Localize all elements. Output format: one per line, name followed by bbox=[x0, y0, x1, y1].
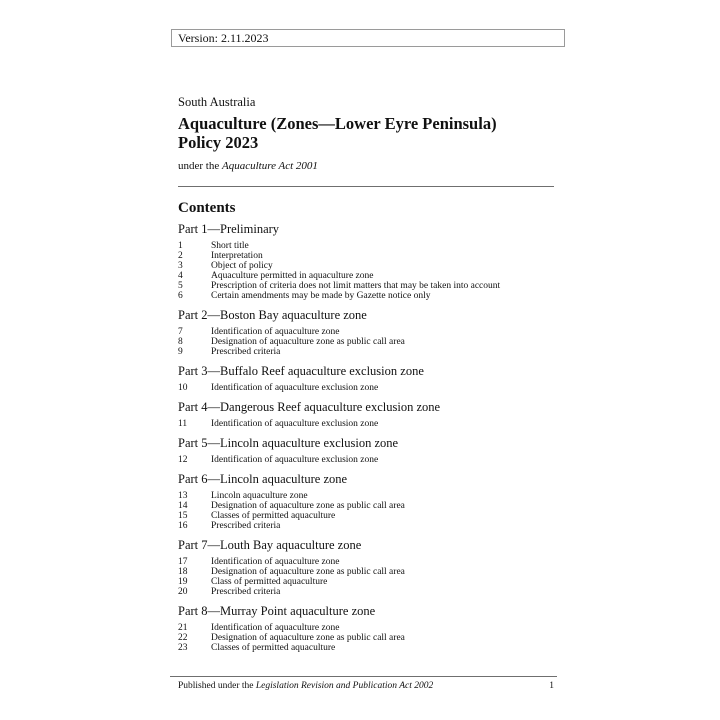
toc-part bbox=[178, 307, 558, 357]
title-line-2: Policy 2023 bbox=[178, 133, 259, 152]
toc-part bbox=[178, 363, 558, 393]
toc-entry-label: Identification of aquaculture exclusion zone bbox=[211, 383, 379, 393]
toc-entry[interactable] bbox=[178, 501, 558, 511]
toc-entry-number: 11 bbox=[178, 419, 188, 429]
toc-entry-number: 3 bbox=[178, 261, 183, 271]
toc-entry-label: Designation of aquaculture zone as public call area bbox=[211, 337, 405, 347]
toc-part bbox=[178, 399, 558, 429]
toc-entry[interactable] bbox=[178, 577, 558, 587]
toc-entry[interactable] bbox=[178, 643, 558, 653]
toc-part-heading[interactable]: Part 2—Boston Bay aquaculture zone bbox=[178, 308, 367, 322]
toc-part-heading[interactable]: Part 1—Preliminary bbox=[178, 222, 280, 236]
toc-entry-label: Identification of aquaculture zone bbox=[211, 557, 340, 567]
toc-entry[interactable] bbox=[178, 491, 558, 501]
toc-entry[interactable] bbox=[178, 261, 558, 271]
title-line-1: Aquaculture (Zones—Lower Eyre Peninsula) bbox=[178, 114, 497, 133]
toc-entry-label: Prescribed criteria bbox=[211, 347, 281, 357]
toc-entry-label: Classes of permitted aquaculture bbox=[211, 643, 336, 653]
toc-entry-label: Identification of aquaculture zone bbox=[211, 327, 340, 337]
toc-entry[interactable] bbox=[178, 557, 558, 567]
toc-section-list bbox=[178, 383, 558, 393]
toc-entry[interactable] bbox=[178, 241, 558, 251]
toc-entry[interactable] bbox=[178, 567, 558, 577]
toc-entry-number: 18 bbox=[178, 567, 188, 577]
toc-entry-label: Identification of aquaculture zone bbox=[211, 623, 340, 633]
toc-part-heading[interactable]: Part 4—Dangerous Reef aquaculture exclusion zone bbox=[178, 400, 441, 414]
toc-part bbox=[178, 537, 558, 597]
toc-entry-number: 9 bbox=[178, 347, 183, 357]
toc-entry-number: 19 bbox=[178, 577, 188, 587]
toc-part bbox=[178, 471, 558, 531]
toc-part bbox=[178, 603, 558, 653]
footer-prefix: Published under the bbox=[178, 681, 256, 691]
toc-entry-label: Lincoln aquaculture zone bbox=[211, 491, 308, 501]
toc-entry-number: 7 bbox=[178, 327, 183, 337]
toc-entry[interactable] bbox=[178, 587, 558, 597]
toc-entry[interactable] bbox=[178, 521, 558, 531]
toc-entry-label: Designation of aquaculture zone as public call area bbox=[211, 633, 405, 643]
toc-entry-number: 23 bbox=[178, 643, 188, 653]
enabling-act-name: Aquaculture Act 2001 bbox=[221, 160, 318, 172]
toc-entry-label: Designation of aquaculture zone as public call area bbox=[211, 567, 405, 577]
toc-entry-label: Interpretation bbox=[211, 251, 263, 261]
toc-part-heading[interactable]: Part 8—Murray Point aquaculture zone bbox=[178, 604, 376, 618]
toc-entry[interactable] bbox=[178, 271, 558, 281]
toc-section-list bbox=[178, 491, 558, 531]
toc-entry-number: 15 bbox=[178, 511, 188, 521]
footer-act-name: Legislation Revision and Publication Act 2002 bbox=[255, 681, 434, 691]
toc-entry[interactable] bbox=[178, 281, 558, 291]
toc-part-heading[interactable]: Part 7—Louth Bay aquaculture zone bbox=[178, 538, 362, 552]
toc-entry-label: Designation of aquaculture zone as public call area bbox=[211, 501, 405, 511]
toc-entry-number: 1 bbox=[178, 241, 183, 251]
toc-section-list bbox=[178, 557, 558, 597]
toc-part bbox=[178, 221, 558, 301]
toc-entry-label: Object of policy bbox=[211, 261, 273, 271]
version-box: Version: 2.11.2023 bbox=[171, 29, 565, 47]
toc-section-list bbox=[178, 241, 558, 301]
toc-entry-number: 20 bbox=[178, 587, 188, 597]
toc-entry-label: Prescribed criteria bbox=[211, 521, 281, 531]
jurisdiction: South Australia bbox=[178, 95, 256, 109]
footer bbox=[178, 681, 554, 691]
contents-heading: Contents bbox=[178, 200, 236, 216]
toc-entry-number: 8 bbox=[178, 337, 183, 347]
toc-entry[interactable] bbox=[178, 419, 558, 429]
toc-section-list bbox=[178, 455, 558, 465]
toc-entry-label: Certain amendments may be made by Gazette notice only bbox=[211, 291, 431, 301]
toc-entry-label: Identification of aquaculture exclusion zone bbox=[211, 455, 379, 465]
title-divider bbox=[178, 186, 554, 187]
toc-entry-number: 6 bbox=[178, 291, 183, 301]
toc-entry-label: Prescribed criteria bbox=[211, 587, 281, 597]
toc-entry[interactable] bbox=[178, 511, 558, 521]
toc-entry-label: Class of permitted aquaculture bbox=[211, 577, 328, 587]
toc-entry[interactable] bbox=[178, 633, 558, 643]
toc-entry[interactable] bbox=[178, 251, 558, 261]
toc-entry-number: 2 bbox=[178, 251, 183, 261]
toc-section-list bbox=[178, 623, 558, 653]
toc-entry-label: Short title bbox=[211, 241, 249, 251]
toc-section-list bbox=[178, 327, 558, 357]
toc-entry-number: 13 bbox=[178, 491, 188, 501]
toc-entry-label: Prescription of criteria does not limit matters that may be taken into account bbox=[211, 281, 501, 291]
toc-entry-number: 22 bbox=[178, 633, 188, 643]
toc-section-list bbox=[178, 419, 558, 429]
toc-entry-number: 17 bbox=[178, 557, 188, 567]
toc-entry[interactable] bbox=[178, 383, 558, 393]
toc-entry-number: 14 bbox=[178, 501, 188, 511]
toc-entry-label: Classes of permitted aquaculture bbox=[211, 511, 336, 521]
toc-entry[interactable] bbox=[178, 347, 558, 357]
toc-entry-number: 12 bbox=[178, 455, 188, 465]
toc-entry-number: 4 bbox=[178, 271, 183, 281]
table-of-contents bbox=[178, 221, 558, 659]
toc-entry-number: 16 bbox=[178, 521, 188, 531]
toc-entry[interactable] bbox=[178, 337, 558, 347]
toc-entry-label: Identification of aquaculture exclusion zone bbox=[211, 419, 379, 429]
enabling-act-line bbox=[178, 160, 318, 172]
toc-part-heading[interactable]: Part 5—Lincoln aquaculture exclusion zone bbox=[178, 436, 399, 450]
toc-entry-number: 5 bbox=[178, 281, 183, 291]
toc-entry[interactable] bbox=[178, 327, 558, 337]
toc-entry-number: 21 bbox=[178, 623, 188, 633]
toc-entry-number: 10 bbox=[178, 383, 188, 393]
enabling-act-prefix: under the bbox=[178, 160, 222, 172]
toc-part-heading[interactable]: Part 6—Lincoln aquaculture zone bbox=[178, 472, 348, 486]
footer-divider bbox=[170, 676, 557, 677]
toc-entry[interactable] bbox=[178, 291, 558, 301]
toc-entry[interactable] bbox=[178, 455, 558, 465]
toc-entry[interactable] bbox=[178, 623, 558, 633]
toc-part bbox=[178, 435, 558, 465]
document-title bbox=[178, 114, 497, 152]
page-number: 1 bbox=[549, 681, 554, 691]
toc-entry-label: Aquaculture permitted in aquaculture zone bbox=[211, 271, 374, 281]
toc-part-heading[interactable]: Part 3—Buffalo Reef aquaculture exclusion zone bbox=[178, 364, 424, 378]
